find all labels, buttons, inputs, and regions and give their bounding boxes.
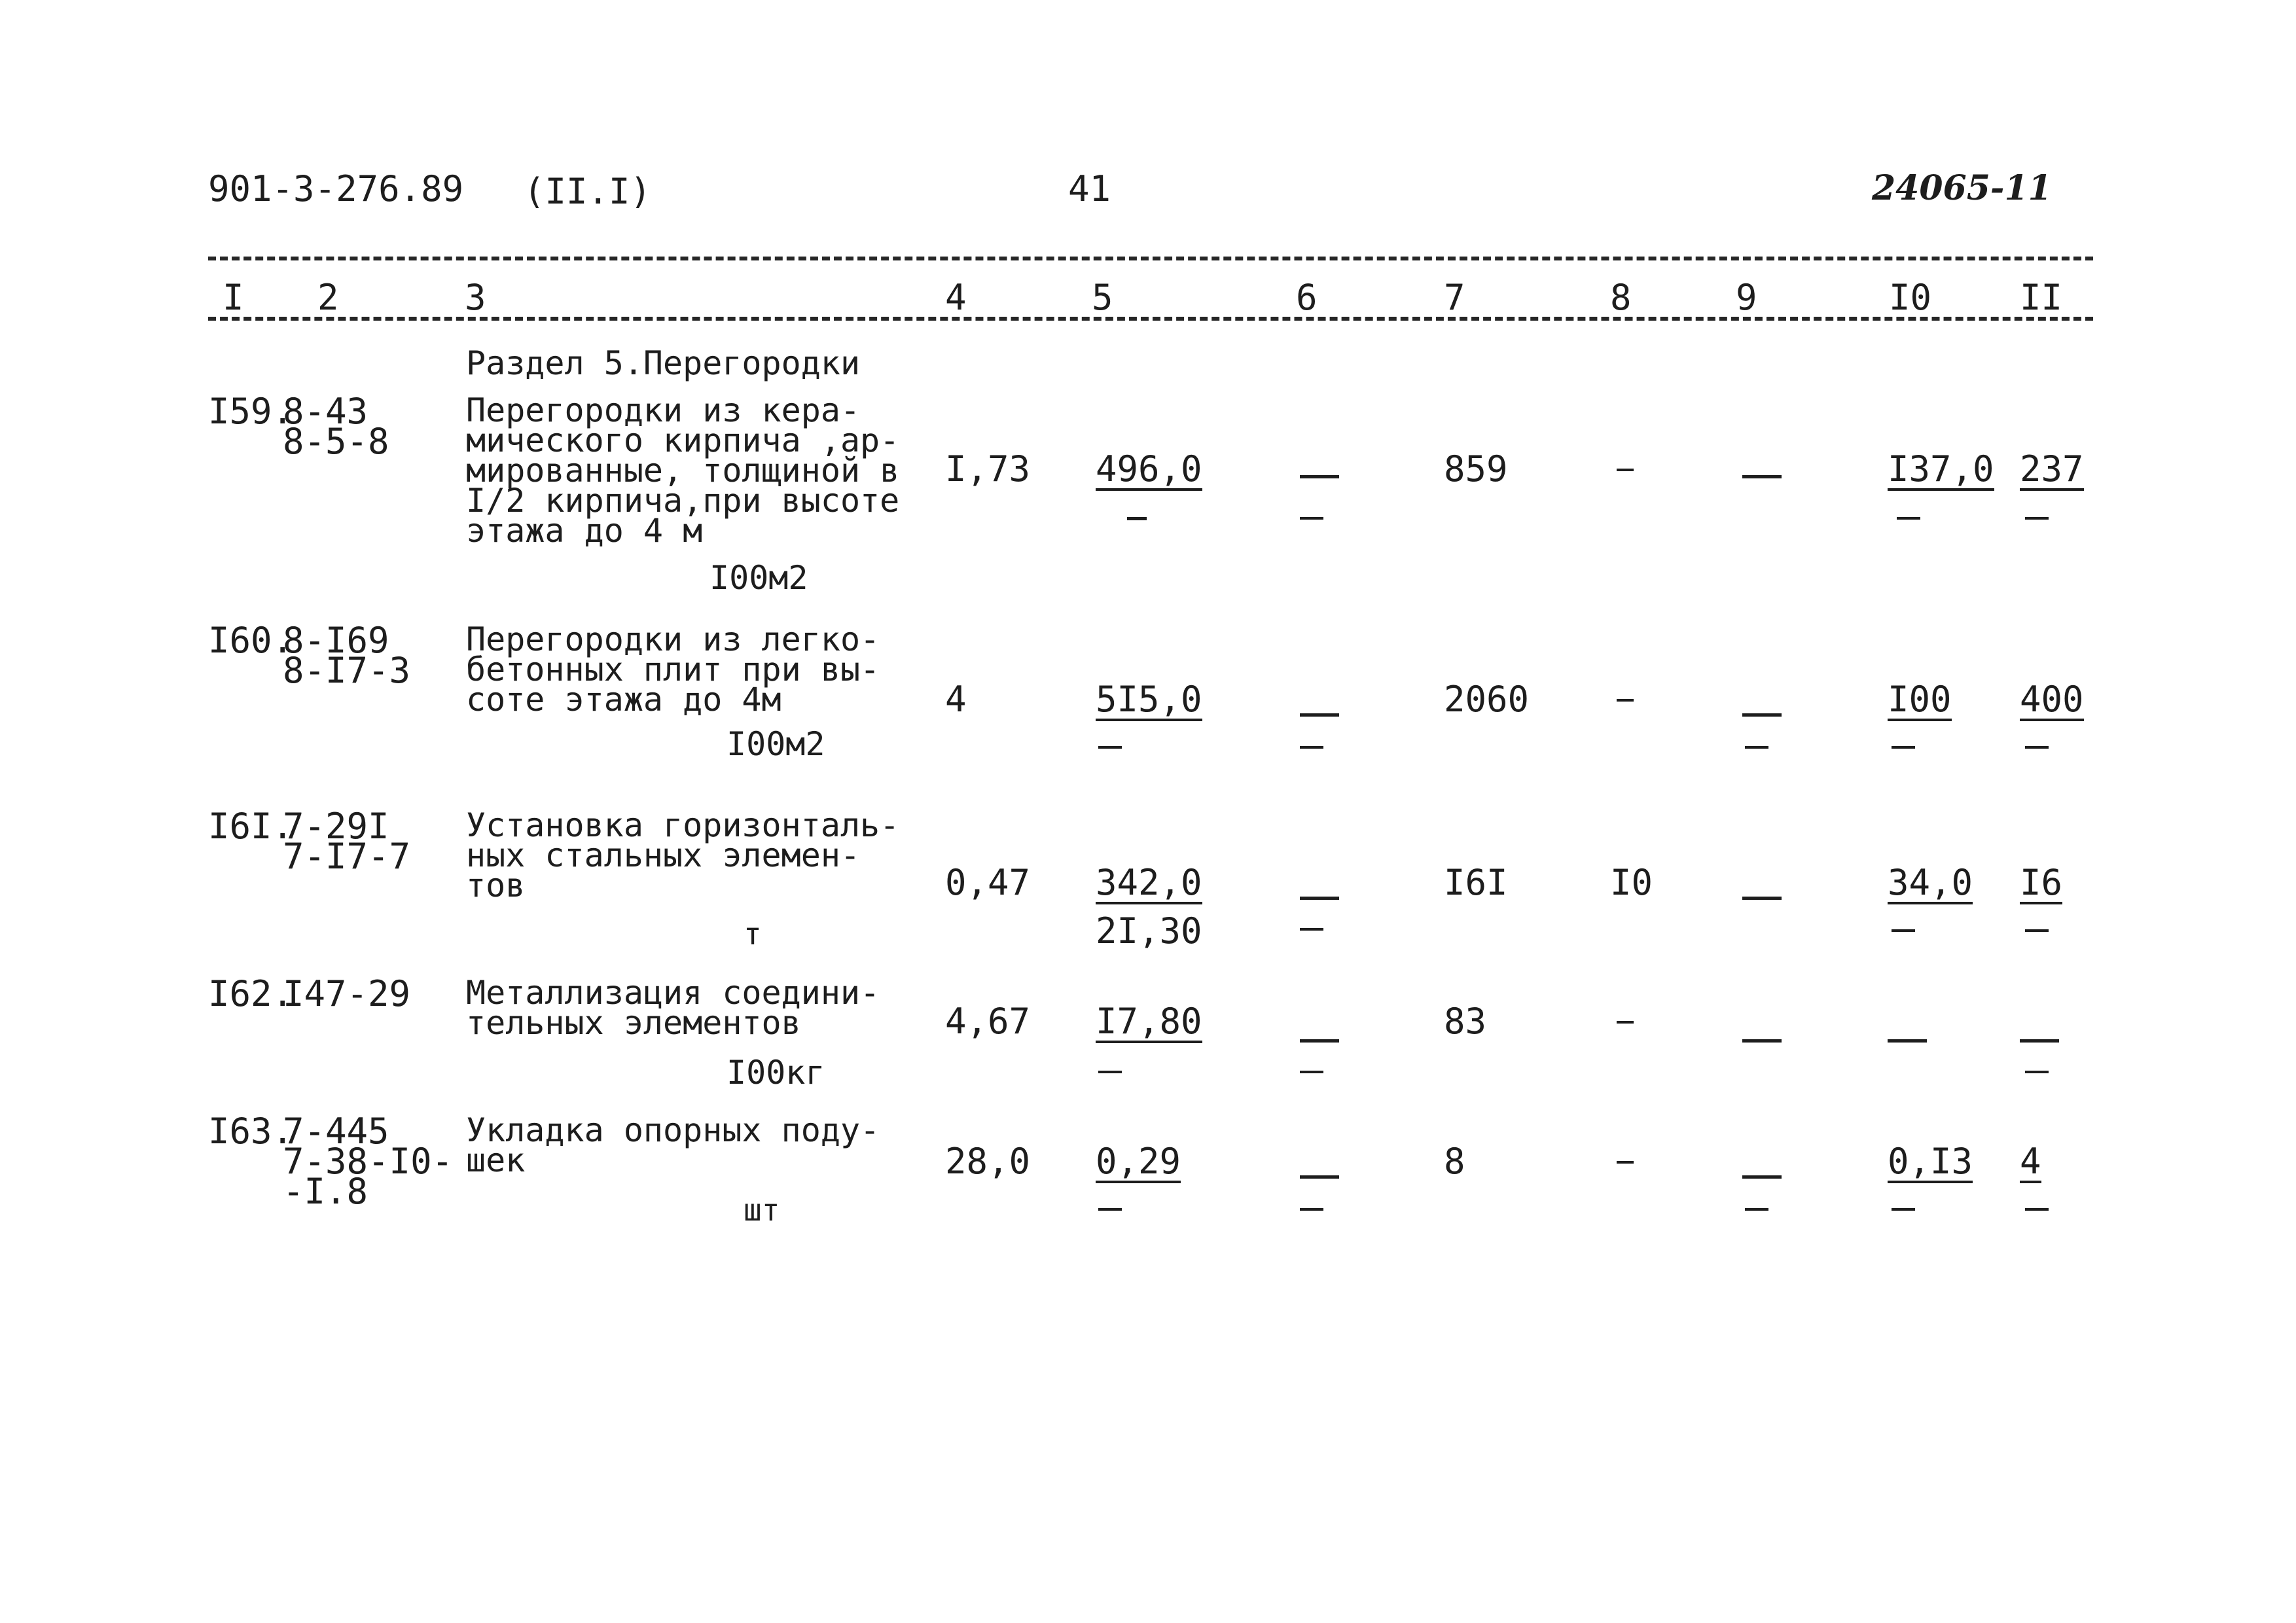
col-9-blank-dash — [1745, 1208, 1768, 1211]
work-description: I/2 кирпича,при высоте — [466, 482, 900, 520]
norm-code: 8-I7-3 — [283, 650, 411, 691]
col-11-blank-dash — [2025, 746, 2049, 749]
work-description: соте этажа до 4м — [466, 681, 781, 719]
col-8-blank-dash — [1617, 1161, 1634, 1164]
column-header: 7 — [1444, 277, 1465, 318]
row-number: I6I. — [208, 806, 294, 847]
norm-code: 8-I69 — [283, 620, 389, 661]
col-6-blank-dash — [1300, 928, 1323, 931]
col-8-value: I0 — [1610, 862, 1653, 903]
column-header: II — [2020, 277, 2063, 318]
col-5-blank-dash — [1127, 517, 1147, 520]
work-description: шек — [466, 1141, 526, 1179]
col-10-blank-dash — [1897, 517, 1920, 520]
unit-of-measure: I00кг — [726, 1054, 825, 1092]
col-10-blank-dash — [1892, 929, 1915, 932]
norm-code: 7-29I — [283, 806, 389, 847]
document-code: 901-3-276.89 — [208, 168, 464, 209]
col-5-value: 0,29 — [1096, 1141, 1181, 1182]
norm-code: 8-5-8 — [283, 421, 389, 462]
work-description: мического кирпича ,ар- — [466, 421, 900, 459]
top-dashed-rule — [208, 257, 2093, 260]
unit-of-measure: I00м2 — [726, 725, 825, 763]
col-5-blank-dash — [1098, 746, 1122, 749]
col-8-blank-dash — [1617, 469, 1634, 471]
col-5-value: 342,0 — [1096, 862, 1202, 903]
norm-code: 7-38-I0- — [283, 1141, 454, 1182]
col-7-value: 83 — [1444, 1001, 1487, 1042]
col-10-blank-dash — [1892, 746, 1915, 749]
column-header: 4 — [945, 277, 967, 318]
work-description: этажа до 4 м — [466, 512, 703, 550]
col-10-value: 34,0 — [1888, 862, 1973, 903]
col-8-blank-dash — [1617, 1021, 1634, 1024]
col-8-blank-dash — [1617, 699, 1634, 702]
col-6-blank-dash — [1300, 1071, 1323, 1073]
unit-of-measure: I00м2 — [709, 559, 808, 597]
col-4-value: 4,67 — [945, 1001, 1031, 1042]
col-9-blank-dash — [1742, 475, 1782, 478]
col-7-value: 8 — [1444, 1141, 1465, 1182]
norm-code: -I.8 — [283, 1171, 368, 1212]
col-5-value: 5I5,0 — [1096, 679, 1202, 720]
column-header: I0 — [1889, 277, 1932, 318]
work-description: тельных элементов — [466, 1004, 801, 1042]
col-4-value: 4 — [945, 679, 967, 720]
norm-code: 8-43 — [283, 391, 368, 432]
work-description: бетонных плит при вы- — [466, 651, 880, 688]
header-dashed-rule — [208, 317, 2093, 321]
work-description: тов — [466, 866, 526, 904]
col-10-value: 0,I3 — [1888, 1141, 1973, 1182]
work-description: Перегородки из кера- — [466, 391, 861, 429]
col-10-value: I37,0 — [1888, 448, 1994, 490]
column-header: 6 — [1296, 277, 1318, 318]
col-11-value: I6 — [2020, 862, 2063, 903]
col-5-blank-dash — [1098, 1208, 1122, 1211]
col-11-blank-dash — [2025, 517, 2049, 520]
document-part: (II.I) — [524, 171, 652, 212]
work-description: Укладка опорных поду- — [466, 1111, 880, 1149]
col-6-blank-dash — [1300, 713, 1339, 717]
col-6-blank-dash — [1300, 746, 1323, 749]
col-11-blank-dash — [2020, 1039, 2059, 1043]
col-7-value: I6I — [1444, 862, 1508, 903]
page-number: 41 — [1068, 168, 1111, 209]
col-11-value: 4 — [2020, 1141, 2041, 1182]
column-header: 3 — [465, 277, 486, 318]
unit-of-measure: т — [744, 916, 762, 952]
col-4-value: 0,47 — [945, 862, 1031, 903]
row-number: I63. — [208, 1111, 294, 1152]
col-9-blank-dash — [1742, 897, 1782, 900]
row-number: I62. — [208, 973, 294, 1014]
col-9-blank-dash — [1742, 713, 1782, 717]
column-header: 5 — [1092, 277, 1113, 318]
archive-number: 24065-11 — [1872, 168, 2052, 208]
work-description: ных стальных элемен- — [466, 836, 861, 874]
col-5-value: 496,0 — [1096, 448, 1202, 490]
row-number: I59. — [208, 391, 294, 432]
col-11-blank-dash — [2025, 1071, 2049, 1073]
col-4-value: 28,0 — [945, 1141, 1031, 1182]
section-title: Раздел 5.Перегородки — [466, 344, 861, 382]
col-6-blank-dash — [1300, 475, 1339, 478]
col-9-blank-dash — [1745, 746, 1768, 749]
column-header: 9 — [1736, 277, 1757, 318]
col-9-blank-dash — [1742, 1175, 1782, 1179]
col-6-blank-dash — [1300, 897, 1339, 900]
col-6-blank-dash — [1300, 1039, 1339, 1043]
col-7-value: 859 — [1444, 448, 1508, 490]
unit-of-measure: шт — [744, 1192, 780, 1228]
work-description: Перегородки из легко- — [466, 620, 880, 658]
work-description: мированные, толщиной в — [466, 452, 900, 490]
col-11-blank-dash — [2025, 929, 2049, 932]
col-10-blank-dash — [1892, 1208, 1915, 1211]
norm-code: 7-I7-7 — [283, 836, 411, 877]
col-10-blank-dash — [1888, 1039, 1927, 1043]
norm-code: 7-445 — [283, 1111, 389, 1152]
col-5-value: I7,80 — [1096, 1001, 1202, 1042]
col-11-blank-dash — [2025, 1208, 2049, 1211]
norm-code: I47-29 — [283, 973, 411, 1014]
column-header: 8 — [1610, 277, 1632, 318]
column-header: I — [223, 277, 244, 318]
column-header: 2 — [317, 277, 339, 318]
col-10-value: I00 — [1888, 679, 1952, 720]
row-number: I60. — [208, 620, 294, 661]
col-11-value: 237 — [2020, 448, 2084, 490]
col-4-value: I,73 — [945, 448, 1031, 490]
col-7-value: 2060 — [1444, 679, 1530, 720]
work-description: Установка горизонталь- — [466, 806, 900, 844]
col-5-blank-dash — [1098, 1071, 1122, 1073]
col-6-blank-dash — [1300, 1208, 1323, 1211]
col-6-blank-dash — [1300, 517, 1323, 520]
col-11-value: 400 — [2020, 679, 2084, 720]
col-6-blank-dash — [1300, 1175, 1339, 1179]
col-9-blank-dash — [1742, 1039, 1782, 1043]
work-description: Металлизация соедини- — [466, 974, 880, 1012]
col-5-secondary-value: 2I,30 — [1096, 910, 1202, 952]
